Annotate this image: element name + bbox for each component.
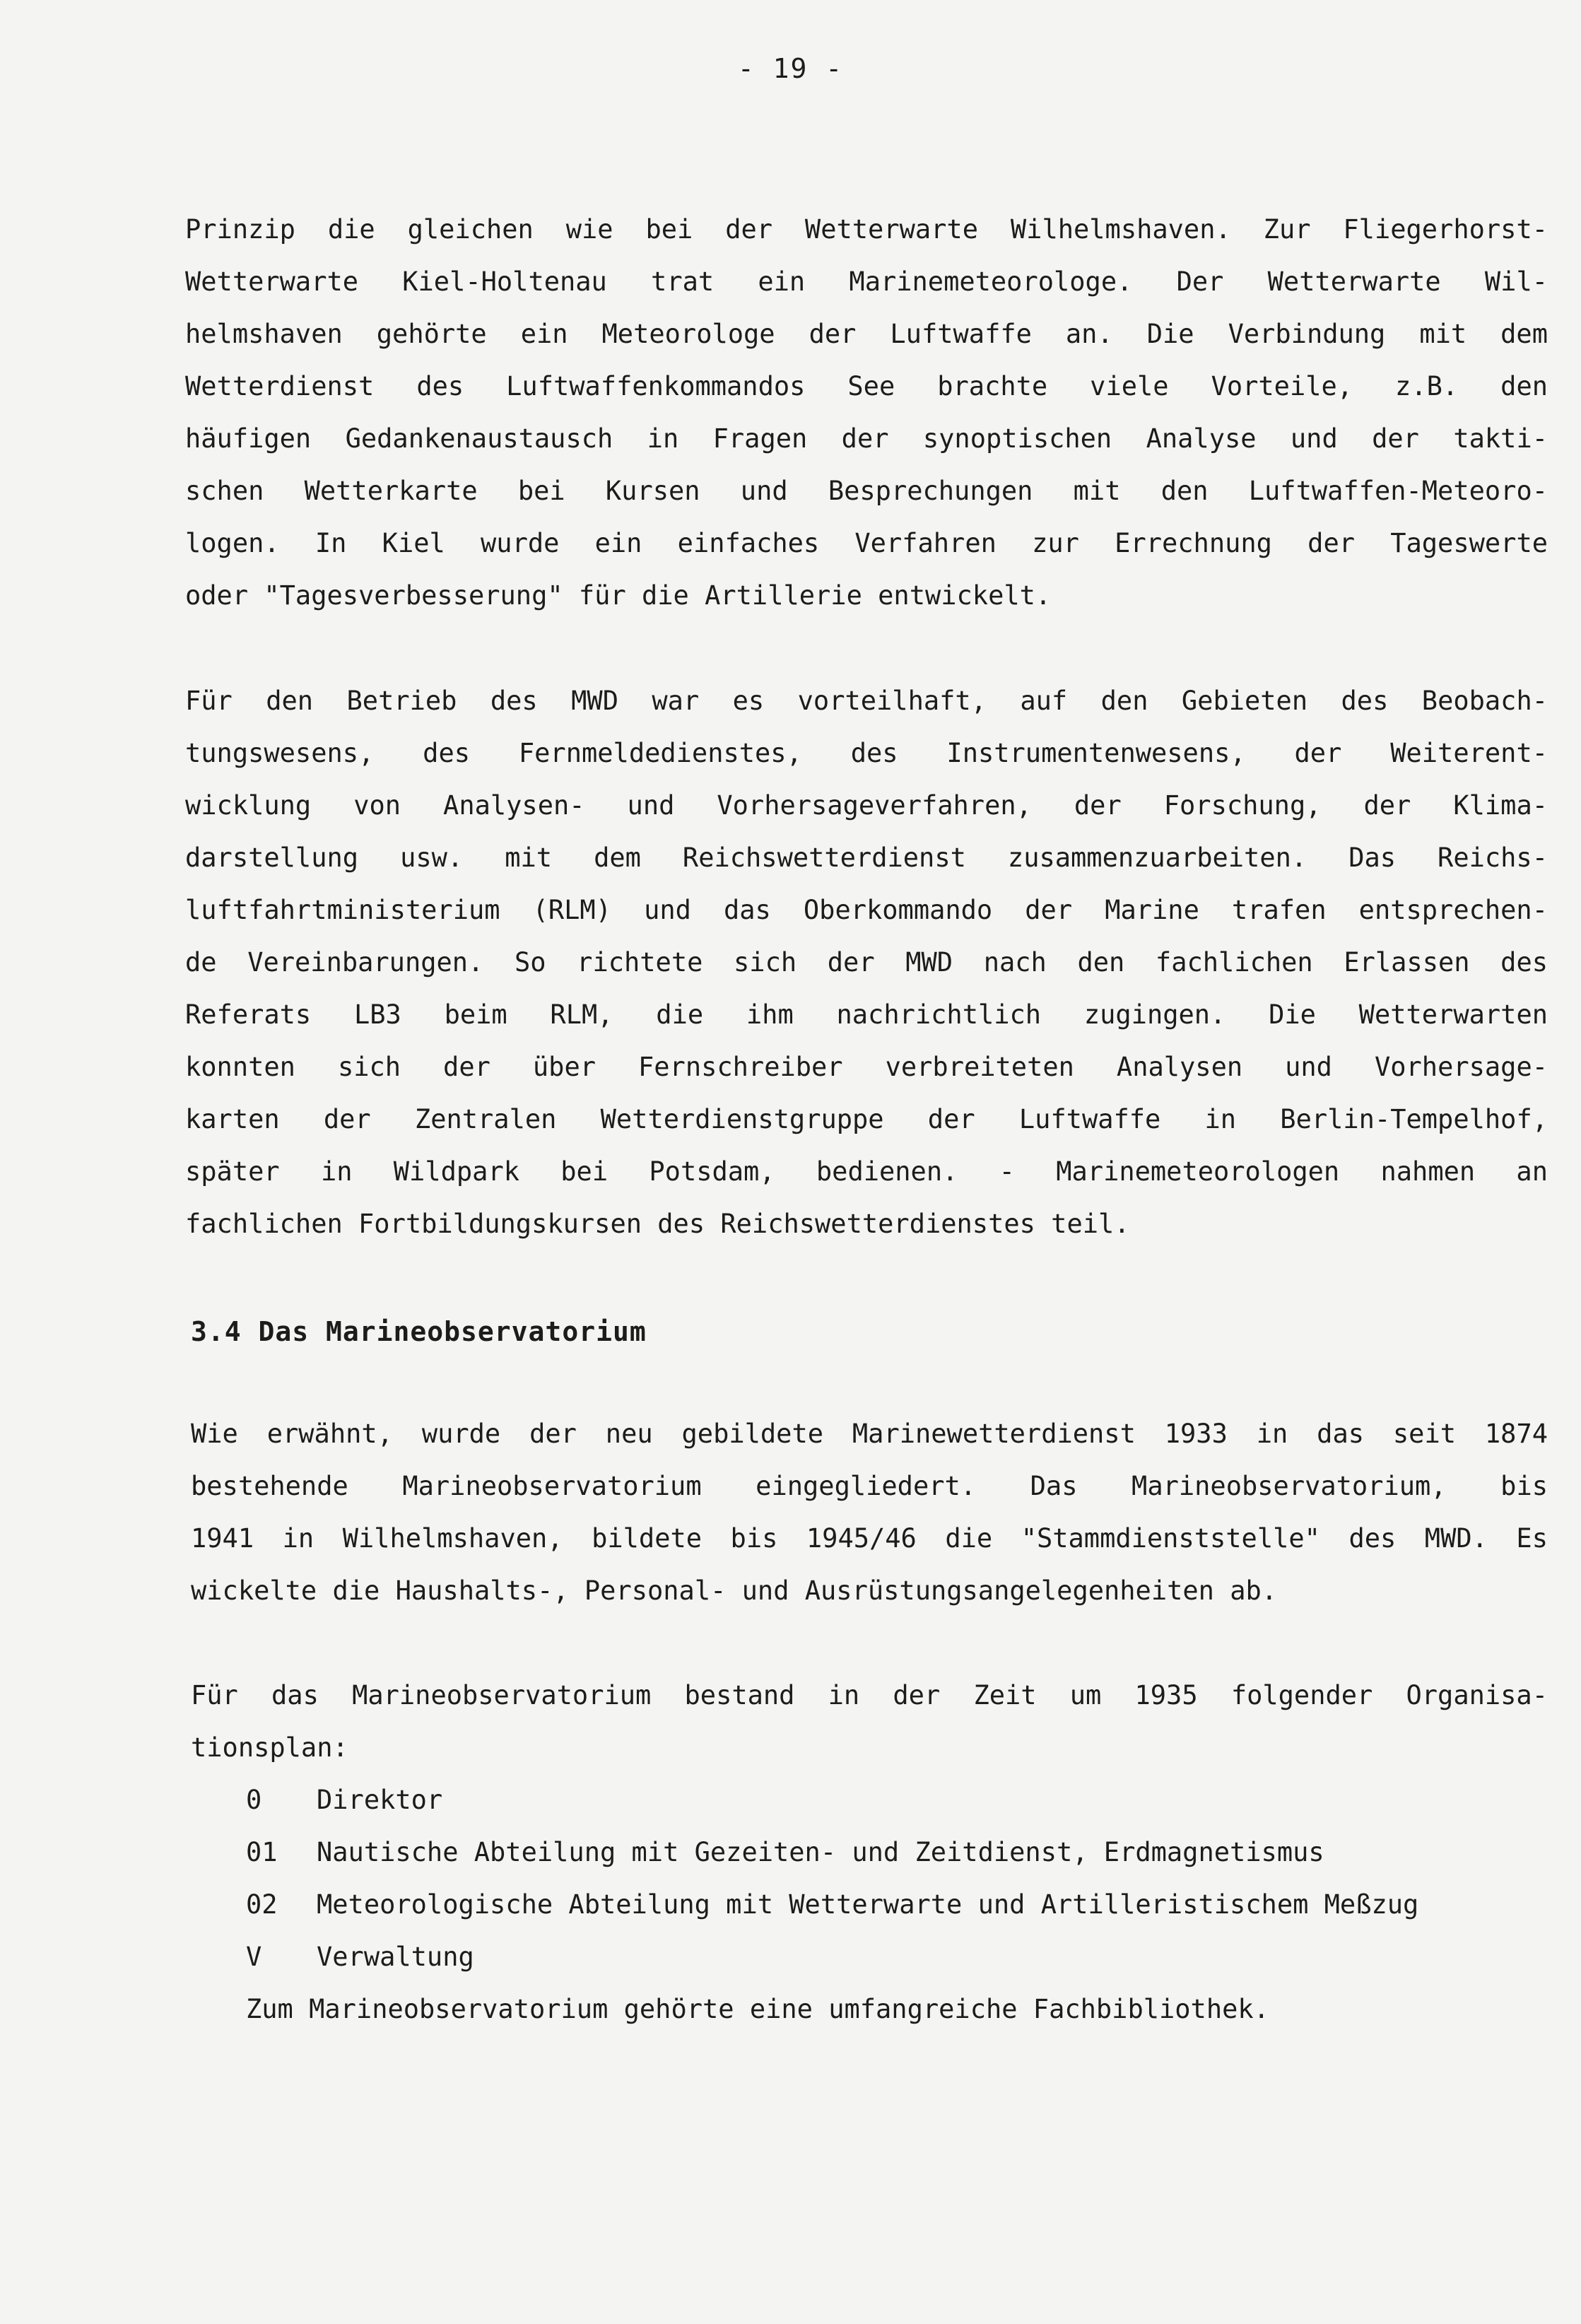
list-item — [246, 1879, 1553, 1931]
text-line: de Vereinbarungen. So richtete sich der MWD nach den fachlichen Erlassen des — [185, 947, 1548, 978]
org-label: Verwaltung — [317, 1942, 474, 1972]
text-line: wicklung von Analysen- und Vorhersageverfahren, der Forschung, der Klima- — [185, 790, 1548, 821]
text-line: Referats LB3 beim RLM, die ihm nachrichtlich zugingen. Die Wetterwarten — [185, 999, 1548, 1030]
paragraph-3 — [191, 1408, 1548, 1617]
org-label: Nautische Abteilung mit Gezeiten- und Zeitdienst, Erdmagnetismus — [317, 1837, 1324, 1867]
text-line: Für das Marineobservatorium bestand in der Zeit um 1935 folgender Organisa- — [191, 1680, 1548, 1710]
text-line: Wie erwähnt, wurde der neu gebildete Marinewetterdienst 1933 in das seit 1874 — [191, 1419, 1548, 1449]
text-line: luftfahrtministerium (RLM) und das Oberkommando der Marine trafen entsprechen- — [185, 895, 1548, 925]
list-item — [246, 1774, 1553, 1826]
text-line: wickelte die Haushalts-, Personal- und Ausrüstungsangelegenheiten ab. — [191, 1575, 1278, 1606]
section-heading: 3.4 Das Marineobservatorium — [191, 1316, 647, 1347]
org-code: 01 — [246, 1837, 278, 1867]
paragraph-4 — [191, 1669, 1548, 1774]
org-code: V — [246, 1942, 262, 1972]
text-line: schen Wetterkarte bei Kursen und Besprechungen mit den Luftwaffen-Meteoro- — [185, 476, 1548, 506]
text-line: fachlichen Fortbildungskursen des Reichswetterdienstes teil. — [185, 1209, 1130, 1239]
paragraph-1 — [185, 204, 1548, 622]
organization-plan-list — [246, 1774, 1553, 1983]
text-line: tungswesens, des Fernmeldedienstes, des Instrumentenwesens, der Weiterent- — [185, 738, 1548, 768]
list-item — [246, 1826, 1553, 1879]
org-code: 02 — [246, 1889, 278, 1920]
text-line: Wetterwarte Kiel-Holtenau trat ein Marinemeteorologe. Der Wetterwarte Wil- — [185, 266, 1548, 297]
org-label: Direktor — [317, 1785, 443, 1815]
text-line: später in Wildpark bei Potsdam, bedienen. - Marinemeteorologen nahmen an — [185, 1156, 1548, 1187]
text-line: Wetterdienst des Luftwaffenkommandos See brachte viele Vorteile, z.B. den — [185, 371, 1548, 401]
org-code: 0 — [246, 1785, 262, 1815]
page-number: - 19 - — [737, 53, 844, 84]
text-line: tionsplan: — [191, 1732, 348, 1763]
org-label: Meteorologische Abteilung mit Wetterwarte und Artilleristischem Meßzug — [317, 1889, 1419, 1920]
text-line: darstellung usw. mit dem Reichswetterdienst zusammenzuarbeiten. Das Reichs- — [185, 843, 1548, 873]
text-line: bestehende Marineobservatorium eingegliedert. Das Marineobservatorium, bis — [191, 1471, 1548, 1501]
text-line: 1941 in Wilhelmshaven, bildete bis 1945/46 die "Stammdienststelle" des MWD. Es — [191, 1523, 1548, 1554]
paragraph-2 — [185, 675, 1548, 1250]
closing-sentence: Zum Marineobservatorium gehörte eine umfangreiche Fachbibliothek. — [246, 1994, 1269, 2024]
text-line: oder "Tagesverbesserung" für die Artillerie entwickelt. — [185, 580, 1052, 611]
text-line: Für den Betrieb des MWD war es vorteilhaft, auf den Gebieten des Beobach- — [185, 686, 1548, 716]
text-line: konnten sich der über Fernschreiber verbreiteten Analysen und Vorhersage- — [185, 1052, 1548, 1082]
text-line: häufigen Gedankenaustausch in Fragen der synoptischen Analyse und der takti- — [185, 423, 1548, 454]
text-line: helmshaven gehörte ein Meteorologe der Luftwaffe an. Die Verbindung mit dem — [185, 319, 1548, 349]
text-line: logen. In Kiel wurde ein einfaches Verfahren zur Errechnung der Tageswerte — [185, 528, 1548, 558]
text-line: karten der Zentralen Wetterdienstgruppe der Luftwaffe in Berlin-Tempelhof, — [185, 1104, 1548, 1134]
text-line: Prinzip die gleichen wie bei der Wetterwarte Wilhelmshaven. Zur Fliegerhorst- — [185, 214, 1548, 245]
list-item — [246, 1931, 1553, 1983]
